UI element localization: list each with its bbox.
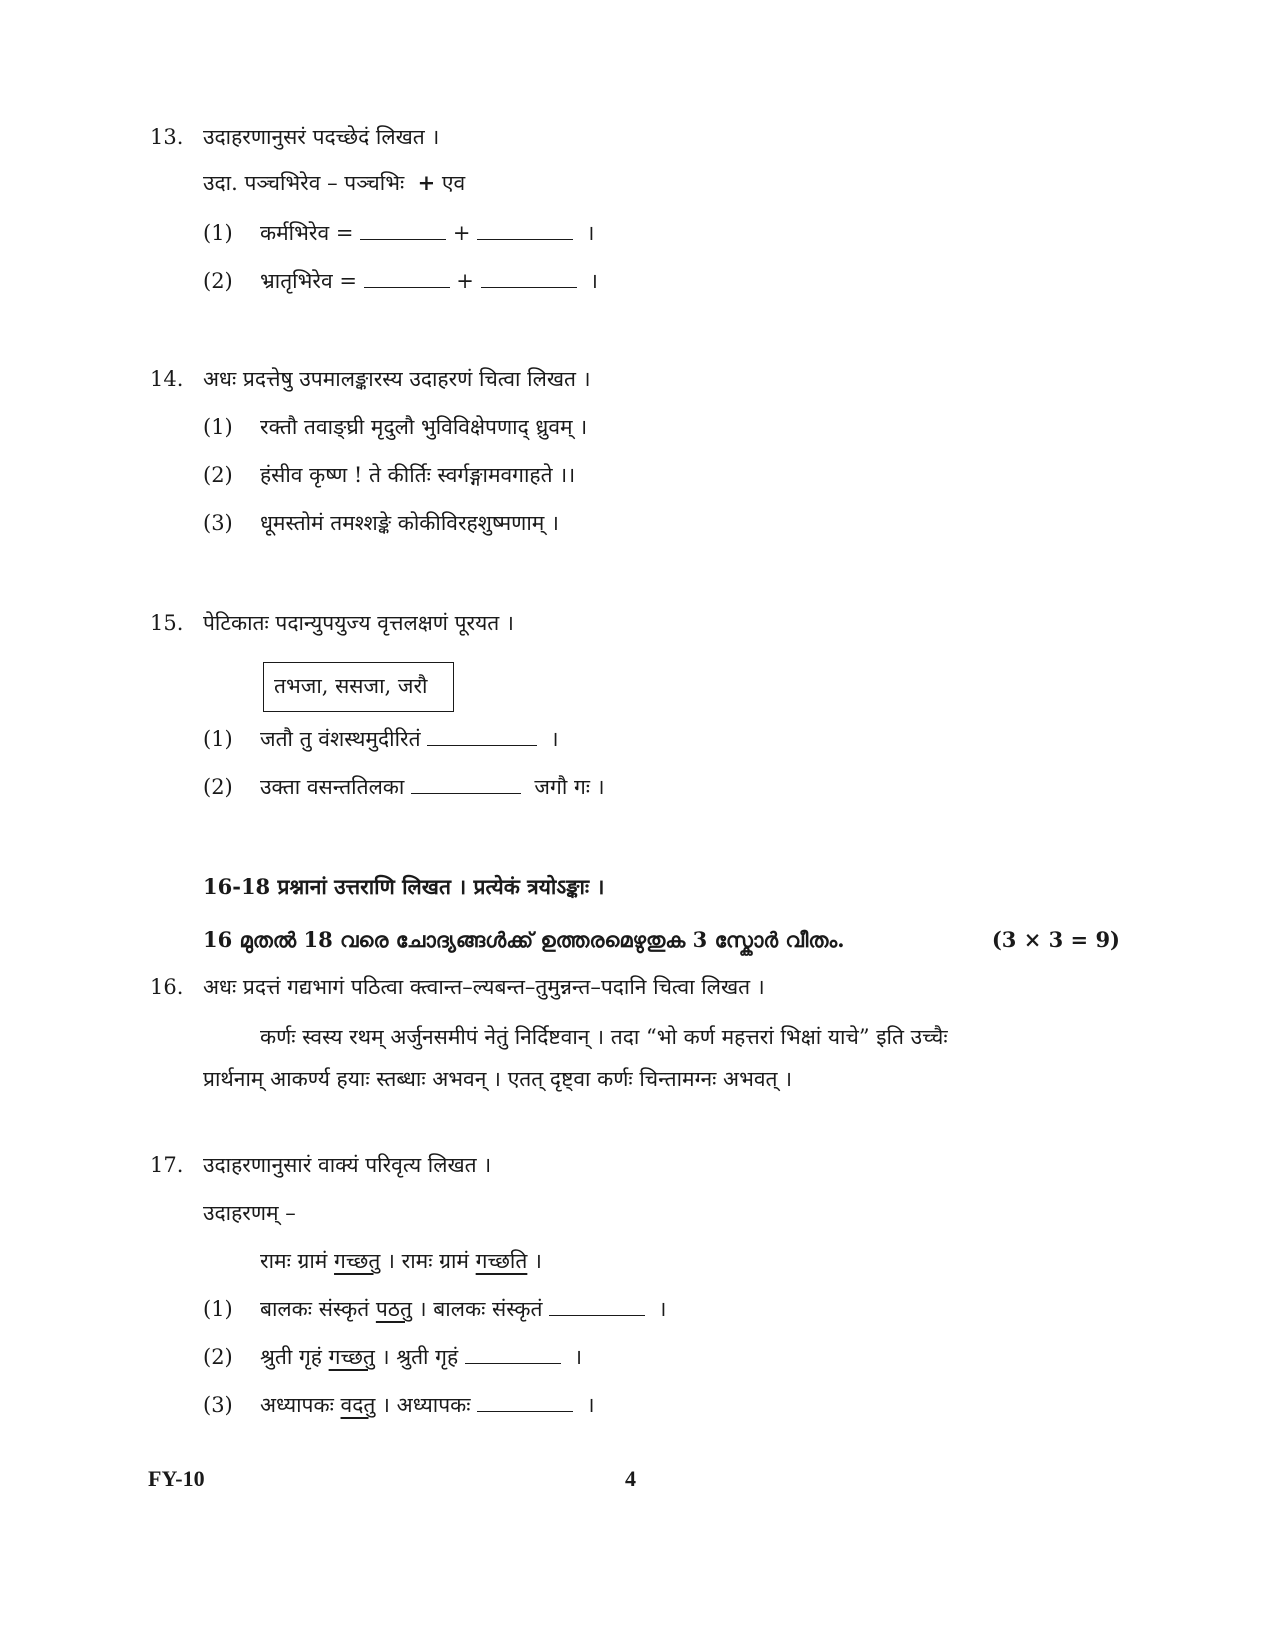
q17-example-verb2: गच्छति	[475, 1249, 528, 1273]
q17-example-part2: । रामः ग्रामं	[386, 1249, 469, 1273]
q15-item-2-number: (2)	[203, 775, 233, 799]
q13-example-label: उदा.	[203, 171, 238, 195]
q14-item-2-number: (2)	[203, 463, 233, 487]
danda: ।	[586, 221, 595, 245]
danda: ।	[586, 1393, 595, 1417]
q13-item-1-number: (1)	[203, 221, 233, 245]
q13-example-plus: +	[417, 170, 436, 195]
q14-item-3-number: (3)	[203, 511, 233, 535]
q17-number: 17.	[150, 1153, 184, 1177]
q17-item-1-middle: । बालकः संस्कृतं	[418, 1297, 543, 1321]
section-heading-sanskrit: 16-18 प्रश्नानां उत्तराणि लिखत । प्रत्येकं त्रयोऽङ्काः ।	[203, 874, 605, 899]
answer-blank[interactable]	[477, 219, 573, 240]
q17-item-2-before: श्रुती गृहं	[260, 1345, 322, 1369]
answer-blank[interactable]	[549, 1295, 645, 1316]
q17-item-3-before: अध्यापकः	[260, 1393, 334, 1417]
q17-item-1	[260, 1294, 667, 1324]
q14-item-1-text: रक्तौ तवाङ्घ्री मृदुलौ भुविविक्षेपणाद् ध्रुवम् ।	[260, 415, 588, 439]
q13-item-2-text: भ्रातृभिरेव =	[260, 269, 357, 293]
q14-item-3-text: धूमस्तोमं तमश्शङ्के कोकीविरहशुष्मणाम् ।	[260, 511, 559, 535]
q17-item-2-verb: गच्छतु	[328, 1345, 375, 1369]
danda: ।	[534, 1249, 542, 1273]
q17-example-label: उदाहरणम् –	[203, 1201, 296, 1225]
exam-code: FY-10	[148, 1466, 205, 1491]
page-number: 4	[625, 1466, 636, 1491]
q15-number: 15.	[150, 611, 184, 635]
section-marks: (3 × 3 = 9)	[991, 927, 1120, 952]
answer-blank[interactable]	[477, 1391, 573, 1412]
q15-item-1-after: ।	[550, 727, 559, 751]
q13-item-1-text: कर्मभिरेव =	[260, 221, 354, 245]
q14-number: 14.	[150, 367, 184, 391]
q15-item-1-number: (1)	[203, 727, 233, 751]
plus-sign: +	[456, 269, 474, 293]
q15-title: पेटिकातः पदान्युपयुज्य वृत्तलक्षणं पूरयत ।	[203, 611, 514, 635]
section-heading-malayalam: 16 മുതൽ 18 വരെ ചോദ്യങ്ങൾക്ക് ഉത്തരമെഴുതുക 3 സ്കോർ വീതം.	[203, 927, 845, 952]
word-box: तभजा, ससजा, जरौ	[263, 662, 454, 712]
q16-title: अधः प्रदत्तं गद्यभागं पठित्वा क्त्वान्त–ल्यबन्त–तुमुन्नन्त–पदानि चित्वा लिखत ।	[203, 975, 765, 999]
q14-item-2-text: हंसीव कृष्ण ! ते कीर्तिः स्वर्गङ्गामवगाहते ।।	[260, 463, 576, 487]
q17-item-1-number: (1)	[203, 1297, 233, 1321]
q17-example-part1: रामः ग्रामं	[260, 1249, 328, 1273]
q17-item-2-number: (2)	[203, 1345, 233, 1369]
q17-example	[260, 1246, 542, 1276]
answer-blank[interactable]	[360, 219, 446, 240]
q13-example	[203, 168, 465, 198]
q16-number: 16.	[150, 975, 184, 999]
q16-passage-line-2: प्रार्थनाम् आकर्ण्य हयाः स्तब्धाः अभवन् । एतत् दृष्ट्वा कर्णः चिन्तामग्नः अभवत् ।	[203, 1067, 793, 1091]
q17-item-2-middle: । श्रुती गृहं	[381, 1345, 459, 1369]
answer-blank[interactable]	[465, 1343, 561, 1364]
q14-item-1-number: (1)	[203, 415, 233, 439]
q13-item-2	[260, 266, 598, 296]
plus-sign: +	[452, 221, 471, 245]
answer-blank[interactable]	[427, 725, 537, 746]
q17-item-3-middle: । अध्यापकः	[382, 1393, 471, 1417]
q13-example-tail: एव	[441, 171, 466, 195]
q13-item-2-number: (2)	[203, 269, 233, 293]
q17-item-1-before: बालकः संस्कृतं	[260, 1297, 370, 1321]
q14-title: अधः प्रदत्तेषु उपमालङ्कारस्य उदाहरणं चित्वा लिखत ।	[203, 367, 591, 391]
q13-example-text: पञ्चभिरेव – पञ्चभिः	[244, 171, 405, 195]
q16-passage-line-1: कर्णः स्वस्य रथम् अर्जुनसमीपं नेतुं निर्दिष्टवान् । तदा “भो कर्ण महत्तरां भिक्षां याचे” इति उच्चैः	[260, 1025, 948, 1049]
q17-title: उदाहरणानुसारं वाक्यं परिवृत्य लिखत ।	[203, 1153, 492, 1177]
answer-blank[interactable]	[411, 773, 521, 794]
q17-item-3	[260, 1390, 595, 1420]
q15-item-2-before: उक्ता वसन्ततिलका	[260, 775, 405, 799]
q17-item-3-verb: वदतु	[340, 1393, 376, 1417]
q15-item-2-after: जगौ गः ।	[534, 775, 605, 799]
q15-item-1-before: जतौ तु वंशस्थमुदीरितं	[260, 727, 421, 751]
q17-item-3-number: (3)	[203, 1393, 233, 1417]
q13-item-1	[260, 218, 594, 248]
q13-title: उदाहरणानुसरं पदच्छेदं लिखत ।	[203, 125, 440, 149]
danda: ।	[574, 1345, 583, 1369]
q13-number: 13.	[150, 125, 184, 149]
answer-blank[interactable]	[364, 267, 450, 288]
danda: ।	[658, 1297, 667, 1321]
q15-item-2	[260, 772, 605, 802]
danda: ।	[589, 269, 598, 293]
q17-example-verb1: गच्छतु	[334, 1249, 381, 1273]
q17-item-1-verb: पठतु	[375, 1297, 412, 1321]
q15-item-1	[260, 724, 559, 754]
answer-blank[interactable]	[481, 267, 577, 288]
q17-item-2	[260, 1342, 582, 1372]
